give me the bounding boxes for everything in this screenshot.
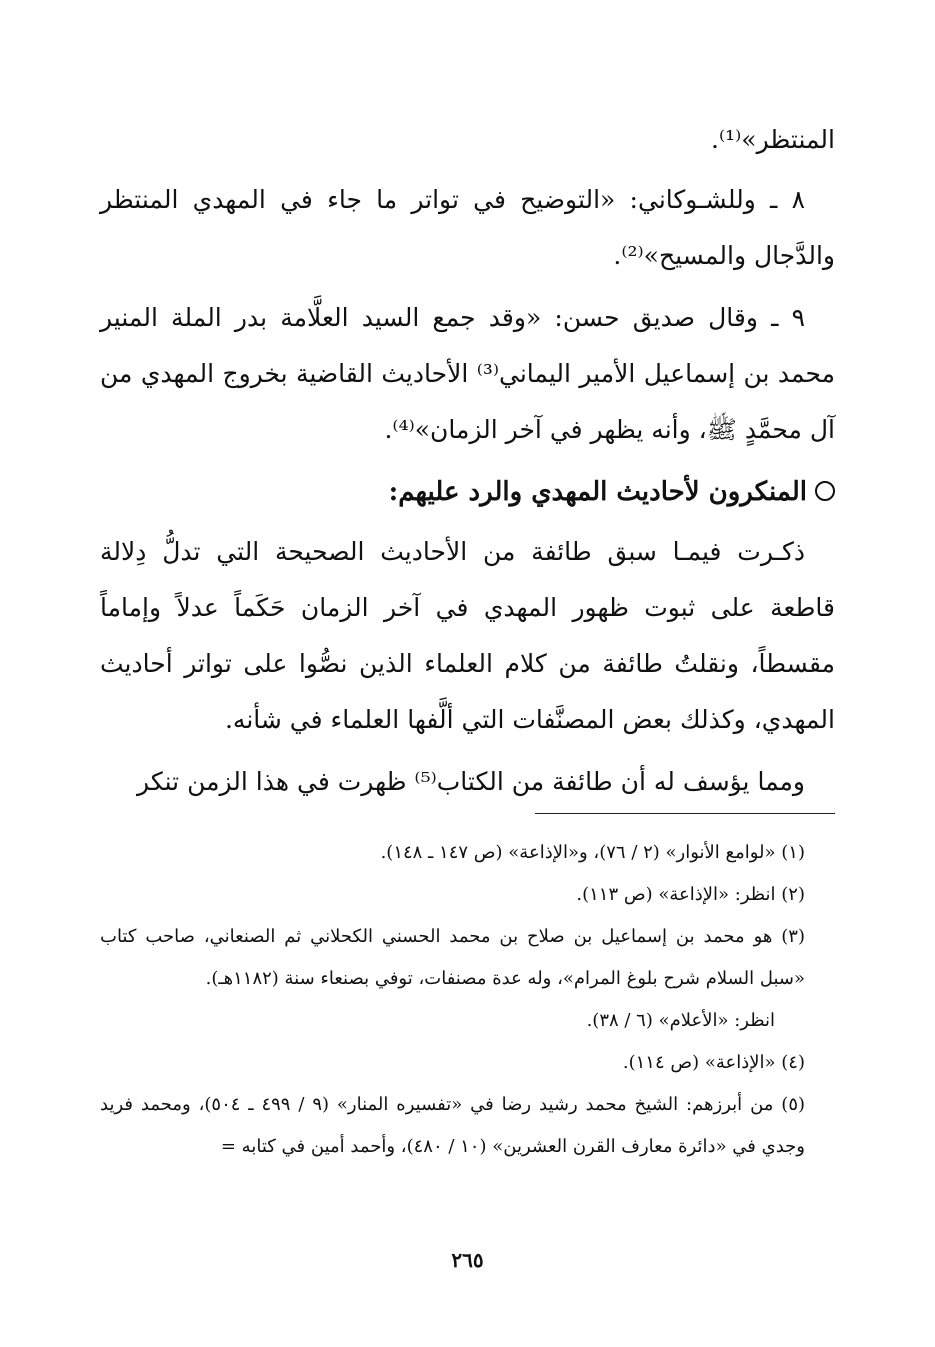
footnote-3-reference: انظر: «الأعلام» (٦ / ٣٨). xyxy=(586,1010,775,1031)
paragraph-deniers: ومما يؤسف له أن طائفة من الكتاب⁽⁵⁾ ظهرت في هذا الزمن تنكر xyxy=(137,767,805,796)
footnote-2: (٢) انظر: «الإذاعة» (ص ١١٣). xyxy=(576,884,805,905)
paragraph-item-8: ٨ ـ وللشـوكاني: «التوضيح في تواتر ما جاء في المهدي المنتظر والدَّجال والمسيح»⁽²⁾. xyxy=(100,185,835,270)
circle-icon xyxy=(815,481,835,501)
footnote-1: (١) «لوامع الأنوار» (٢ / ٧٦)، و«الإذاعة» (ص ١٤٧ ـ ١٤٨). xyxy=(380,842,805,863)
footnote-4: (٤) «الإذاعة» (ص ١١٤). xyxy=(622,1052,805,1073)
paragraph-item-9: ٩ ـ وقال صديق حسن: «وقد جمع السيد العلَّامة بدر الملة المنير محمد بن إسماعيل الأمير اليماني⁽³⁾ الأحاديث القاضية بخروج المهدي من آل محمَّدٍ ﷺ، وأنه يظهر في آخر الزمان»⁽⁴⁾. xyxy=(100,303,835,444)
footnotes xyxy=(100,832,835,1168)
paragraph-intro: ذكـرت فيمـا سبق طائفة من الأحاديث الصحيحة التي تدلُّ دِلالة قاطعة على ثبوت ظهور المهدي في آخر الزمان حَكَماً عدلاً وإماماً مقسطاً، ونقلتُ طائفة من كلام العلماء الذين نصُّوا على تواتر أحاديث المهدي، وكذلك بعض المصنَّفات التي ألَّفها العلماء في شأنه. xyxy=(100,537,835,734)
footnote-divider xyxy=(535,813,835,814)
main-text xyxy=(100,112,835,816)
footnote-3: (٣) هو محمد بن إسماعيل بن صلاح بن محمد الحسني الكحلاني ثم الصنعاني، صاحب كتاب «سبل السلام شرح بلوغ المرام»، وله عدة مصنفات، توفي بصنعاء سنة (١١٨٢هـ). xyxy=(100,926,805,989)
section-heading-text: المنكرون لأحاديث المهدي والرد عليهم: xyxy=(388,477,807,507)
section-heading xyxy=(100,464,835,520)
paragraph-continuation: المنتظر»⁽¹⁾. xyxy=(711,125,835,154)
page-number: ٢٦٥ xyxy=(451,1248,484,1272)
footnote-5: (٥) من أبرزهم: الشيخ محمد رشيد رضا في «تفسيره المنار» (٩ / ٤٩٩ ـ ٥٠٤)، ومحمد فريد وجدي في «دائرة معارف القرن العشرين» (١٠ / ٤٨٠)، وأحمد أمين في كتابه = xyxy=(100,1094,806,1157)
